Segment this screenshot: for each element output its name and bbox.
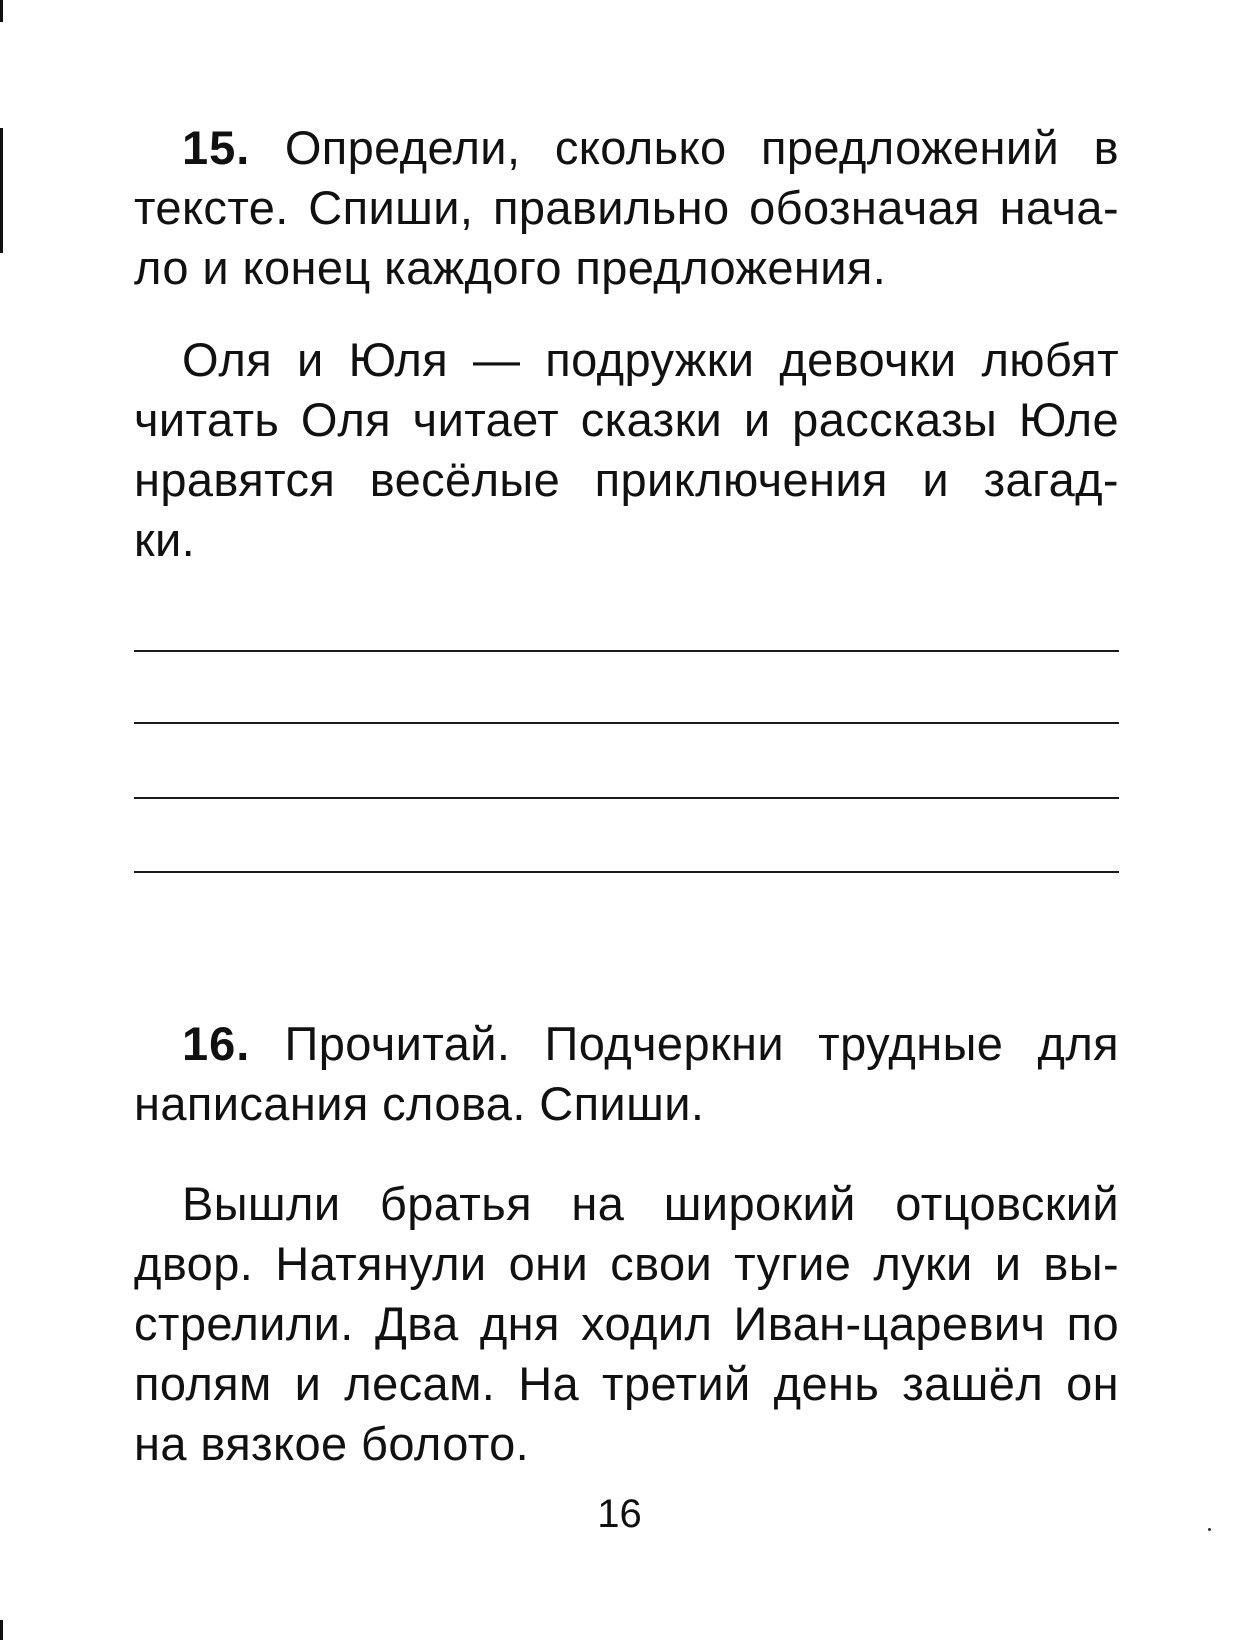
- text-line: стрелили. Два дня ходил Иван-царевич по: [134, 1297, 1119, 1350]
- text-line: на вязкое болото.: [134, 1417, 530, 1470]
- text-line: двор. Натянули они свои тугие луки и вы-: [134, 1237, 1119, 1290]
- answer-write-line[interactable]: [134, 650, 1119, 652]
- answer-write-line[interactable]: [134, 722, 1119, 724]
- instruction-line: ло и конец каждого предложения.: [134, 241, 887, 294]
- instruction-line: написания слова. Спиши.: [134, 1077, 705, 1130]
- instruction-line: 15. Определи, сколько предложений в: [182, 121, 1119, 174]
- text-line: полям и лесам. На третий день зашёл он: [134, 1357, 1119, 1410]
- text-line: читать Оля читает сказки и рассказы Юле: [134, 393, 1119, 446]
- page-number: 16: [597, 1492, 642, 1536]
- instruction-line: тексте. Спиши, правильно обозначая нача-: [134, 181, 1119, 234]
- scan-edge-mark: [0, 1620, 3, 1640]
- task-16-instruction: [134, 1014, 1119, 1134]
- task-16-number: 16.: [182, 1017, 251, 1070]
- answer-write-line[interactable]: [134, 797, 1119, 799]
- instruction-line: 16. Прочитай. Подчеркни трудные для: [182, 1017, 1119, 1070]
- text-line: Оля и Юля — подружки девочки любят: [182, 333, 1119, 386]
- answer-write-line[interactable]: [134, 871, 1119, 873]
- text-line: ки.: [134, 513, 196, 566]
- task-15-text: [134, 330, 1119, 570]
- task-15-number: 15.: [182, 121, 251, 174]
- task-16-text: [134, 1174, 1119, 1474]
- text-line: Вышли братья на широкий отцовский: [182, 1177, 1119, 1230]
- scan-edge-mark: [0, 128, 3, 253]
- scan-edge-mark: [0, 0, 3, 22]
- text-line: нравятся весёлые приключения и загад-: [134, 453, 1119, 506]
- task-15-instruction: [134, 118, 1119, 298]
